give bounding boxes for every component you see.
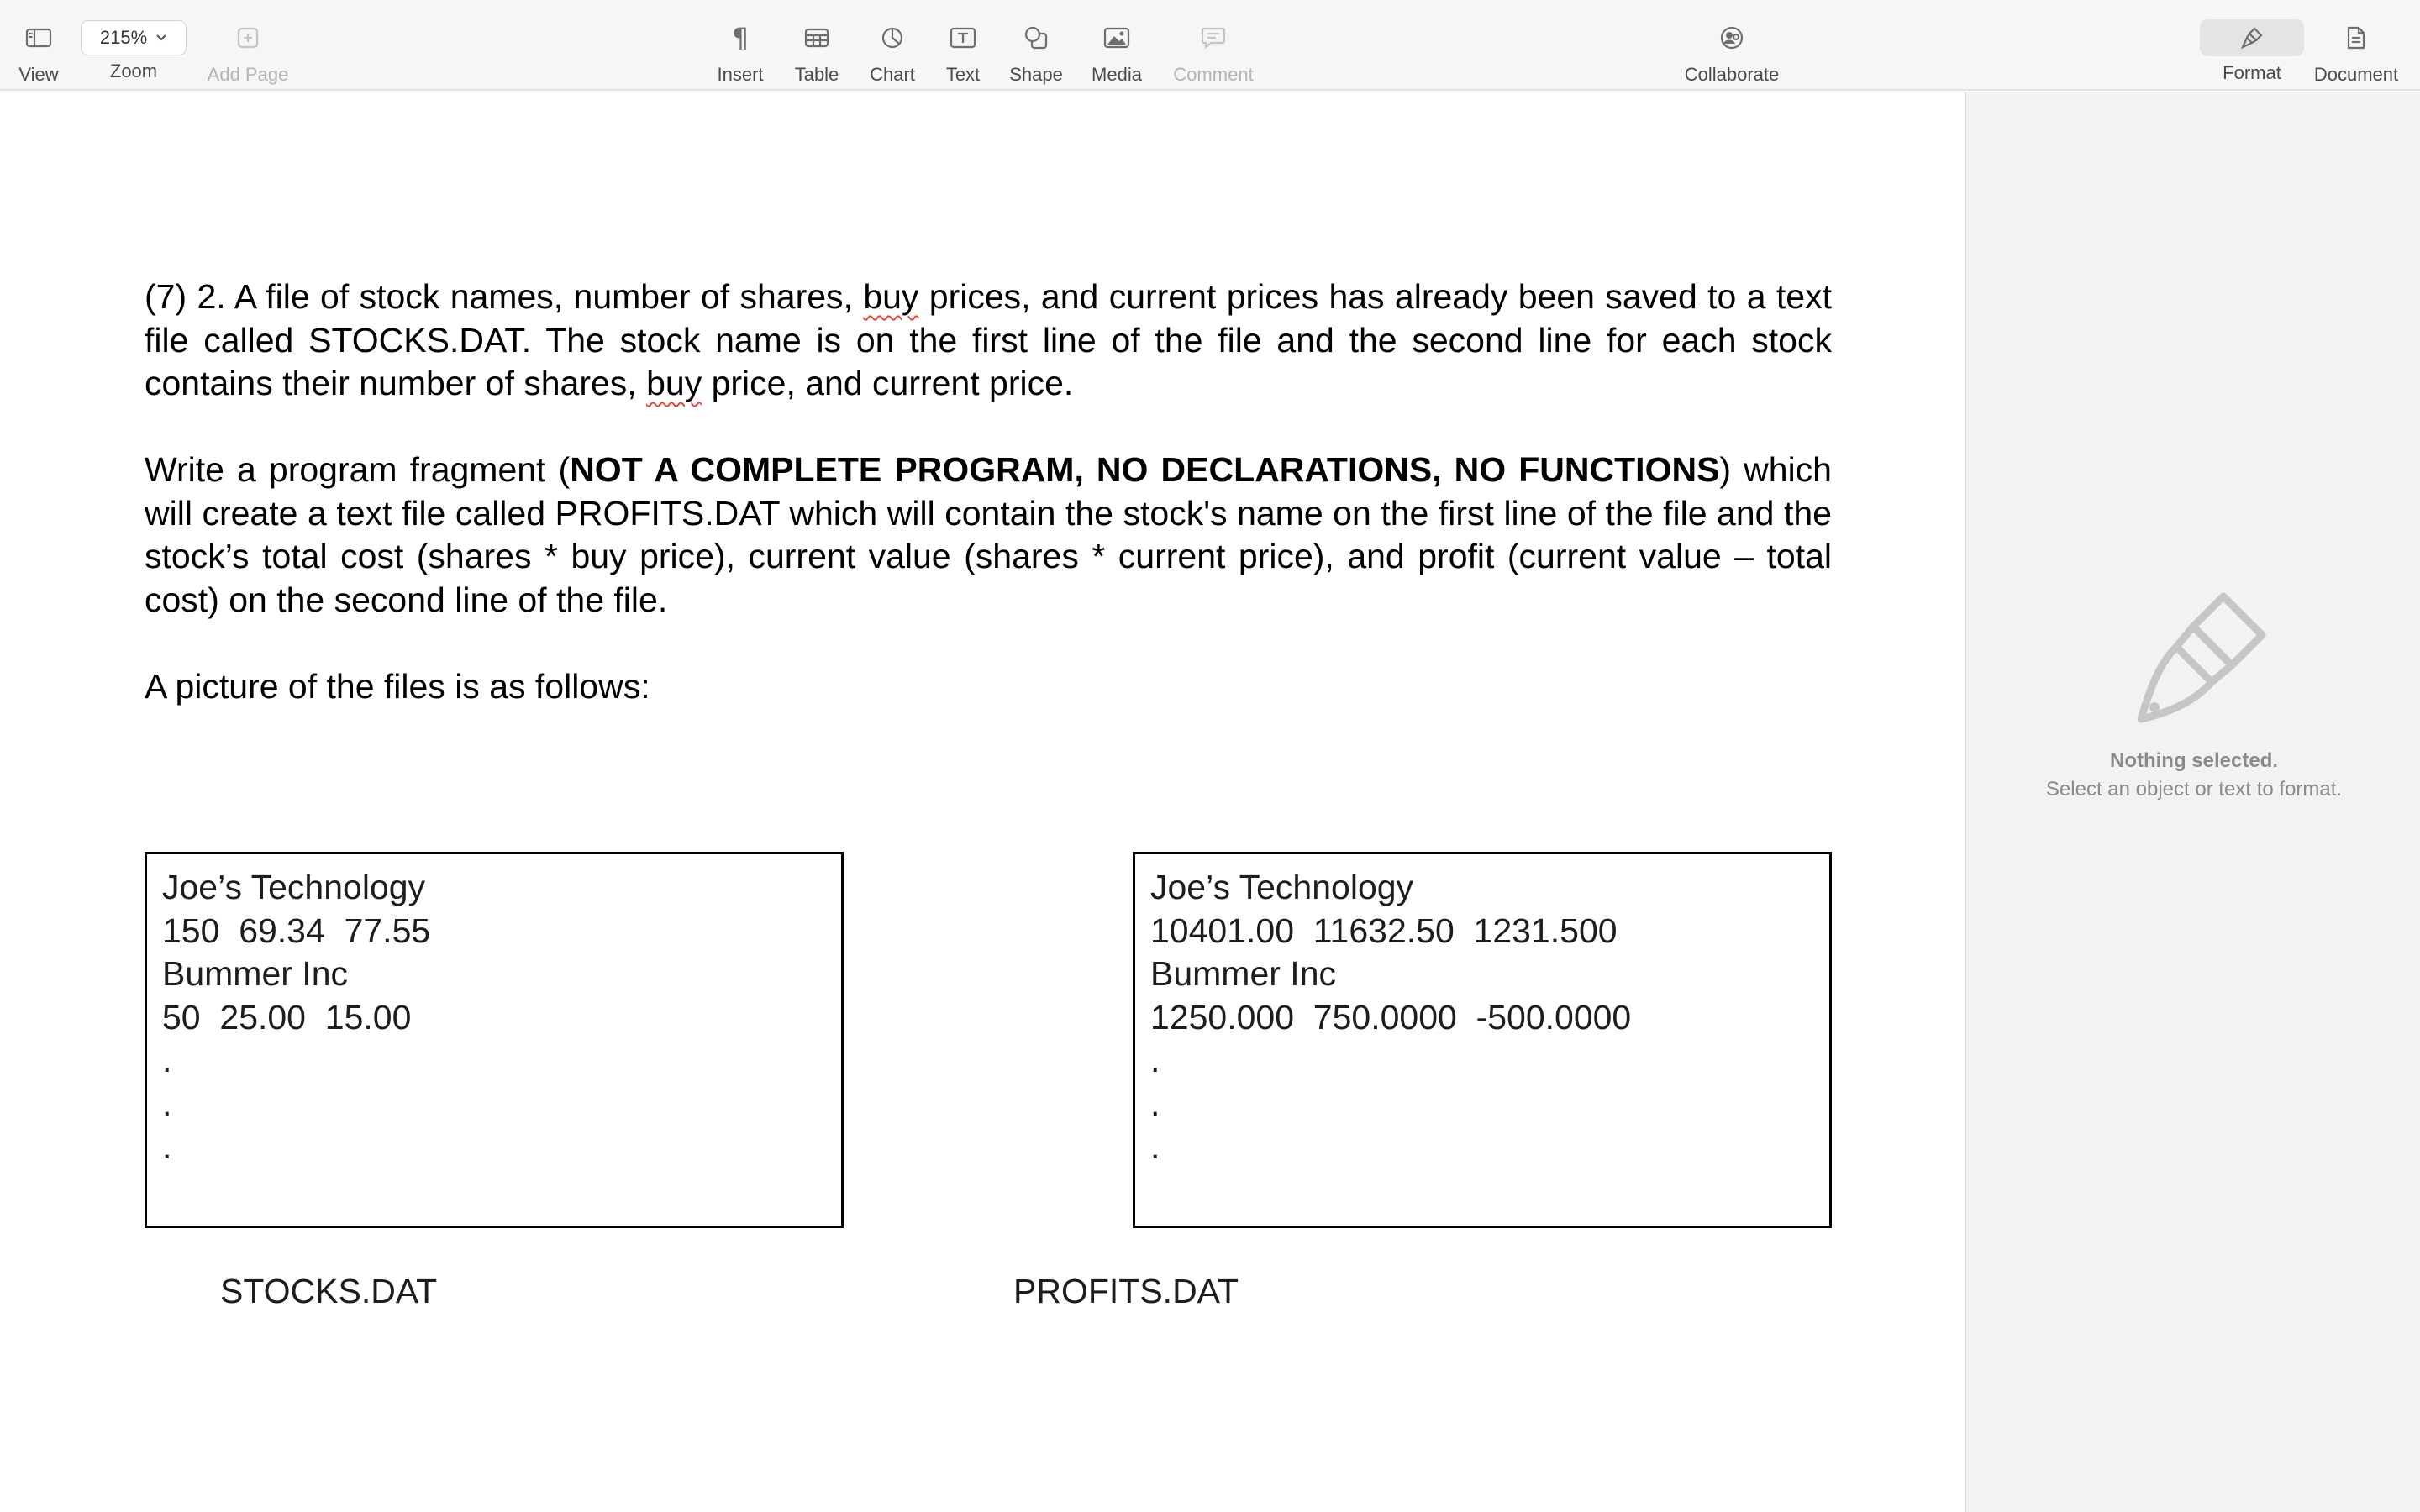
stocks-line: 50 25.00 15.00 <box>162 997 412 1037</box>
instructions-paragraph[interactable] <box>145 449 1832 622</box>
insert-button[interactable] <box>711 0 770 91</box>
p2-bold-text: NOT A COMPLETE PROGRAM, NO DECLARATIONS, NO FUNCTIONS <box>570 450 1720 489</box>
table-label: Table <box>794 64 839 85</box>
profits-caption[interactable]: PROFITS.DAT <box>1013 1272 1239 1310</box>
stocks-line: . <box>162 1041 172 1079</box>
profits-line: . <box>1150 1084 1160 1123</box>
profits-line: 10401.00 11632.50 1231.500 <box>1150 911 1618 950</box>
document-body[interactable] <box>145 276 1832 708</box>
stocks-line: Bummer Inc <box>162 954 348 993</box>
question-paragraph[interactable] <box>145 276 1832 406</box>
toolbar <box>0 0 2420 91</box>
comment-icon <box>1201 18 1226 57</box>
view-button[interactable] <box>15 0 62 91</box>
shape-label: Shape <box>1009 64 1063 85</box>
stocks-line: . <box>162 1127 172 1166</box>
comment-label: Comment <box>1173 64 1254 85</box>
sidebar-icon <box>25 18 52 57</box>
format-label: Format <box>2223 62 2281 83</box>
stocks-line: Joe’s Technology <box>162 868 426 906</box>
format-button-bg <box>2200 19 2304 56</box>
nothing-selected-title: Nothing selected. <box>2109 749 2279 772</box>
paintbrush-icon <box>2129 585 2269 737</box>
p1-text-a: (7) 2. A file of stock names, number of shares, <box>145 277 864 316</box>
document-icon <box>2346 18 2366 57</box>
collaborate-icon <box>1718 18 1745 57</box>
paragraph-icon: ¶ <box>731 22 750 54</box>
profits-line: 1250.000 750.0000 -500.0000 <box>1150 997 1632 1037</box>
chart-icon <box>881 18 904 57</box>
profits-line: Joe’s Technology <box>1150 868 1414 906</box>
picture-intro-paragraph[interactable]: A picture of the files is as follows: <box>145 666 650 706</box>
shape-button[interactable] <box>1007 0 1065 91</box>
misspelled-word[interactable]: buy <box>863 277 919 316</box>
stocks-caption[interactable]: STOCKS.DAT <box>220 1272 438 1310</box>
plus-icon <box>237 18 259 57</box>
zoom-popup[interactable] <box>81 20 187 55</box>
text-label: Text <box>945 64 981 85</box>
shape-icon <box>1023 18 1049 57</box>
comment-button[interactable] <box>1170 0 1257 91</box>
text-button[interactable] <box>939 0 986 91</box>
insert-label: Insert <box>717 64 764 85</box>
zoom-control[interactable] <box>81 0 187 91</box>
table-icon <box>804 18 829 57</box>
profits-line: Bummer Inc <box>1150 954 1336 993</box>
chart-label: Chart <box>870 64 915 85</box>
p2-text-a: Write a program fragment ( <box>145 450 571 489</box>
misspelled-word[interactable]: buy <box>646 364 702 402</box>
add-page-label: Add Page <box>207 64 289 85</box>
textbox-icon <box>950 18 976 57</box>
profits-file-box[interactable] <box>1133 852 1832 1228</box>
media-label: Media <box>1092 64 1142 85</box>
p1-text-c: prices, and current prices has already been saved to a text file called STOCKS.DAT. The stock name is on the first line of the file and the second line for each stock contains their number of shares, <box>145 277 1832 402</box>
zoom-label: Zoom <box>109 60 158 81</box>
p1-text-e: price, and current price. <box>702 364 1074 402</box>
format-inspector <box>1965 92 2420 1512</box>
profits-line: . <box>1150 1127 1160 1166</box>
stocks-file-box[interactable] <box>145 852 844 1228</box>
stocks-line: . <box>162 1084 172 1123</box>
collaborate-label: Collaborate <box>1684 64 1780 85</box>
document-canvas[interactable] <box>0 92 1965 1512</box>
image-icon <box>1103 18 1130 57</box>
collaborate-button[interactable] <box>1681 0 1783 91</box>
stocks-line: 150 69.34 77.55 <box>162 911 431 950</box>
document-label: Document <box>2313 64 2399 85</box>
chevron-down-icon <box>155 34 167 42</box>
p2-text-c: ) which will create a text file called PROFITS.DAT which will contain the stock's name on the first line of the file and the stock’s total cost (shares * buy price), current value (shares * current price), and profit (current value – total cost) on the second line of the file. <box>145 450 1832 619</box>
file-boxes <box>145 852 1832 1228</box>
view-label: View <box>18 64 59 85</box>
profits-line: . <box>1150 1041 1160 1079</box>
table-button[interactable] <box>790 0 844 91</box>
nothing-selected-subtitle: Select an object or text to format. <box>2045 778 2343 801</box>
paintbrush-icon <box>2240 26 2264 50</box>
document-button[interactable] <box>2311 0 2402 91</box>
media-button[interactable] <box>1089 0 1144 91</box>
chart-button[interactable] <box>865 0 919 91</box>
format-button[interactable] <box>2200 0 2304 91</box>
zoom-value: 215% <box>99 27 148 48</box>
add-page-button[interactable] <box>205 0 291 91</box>
